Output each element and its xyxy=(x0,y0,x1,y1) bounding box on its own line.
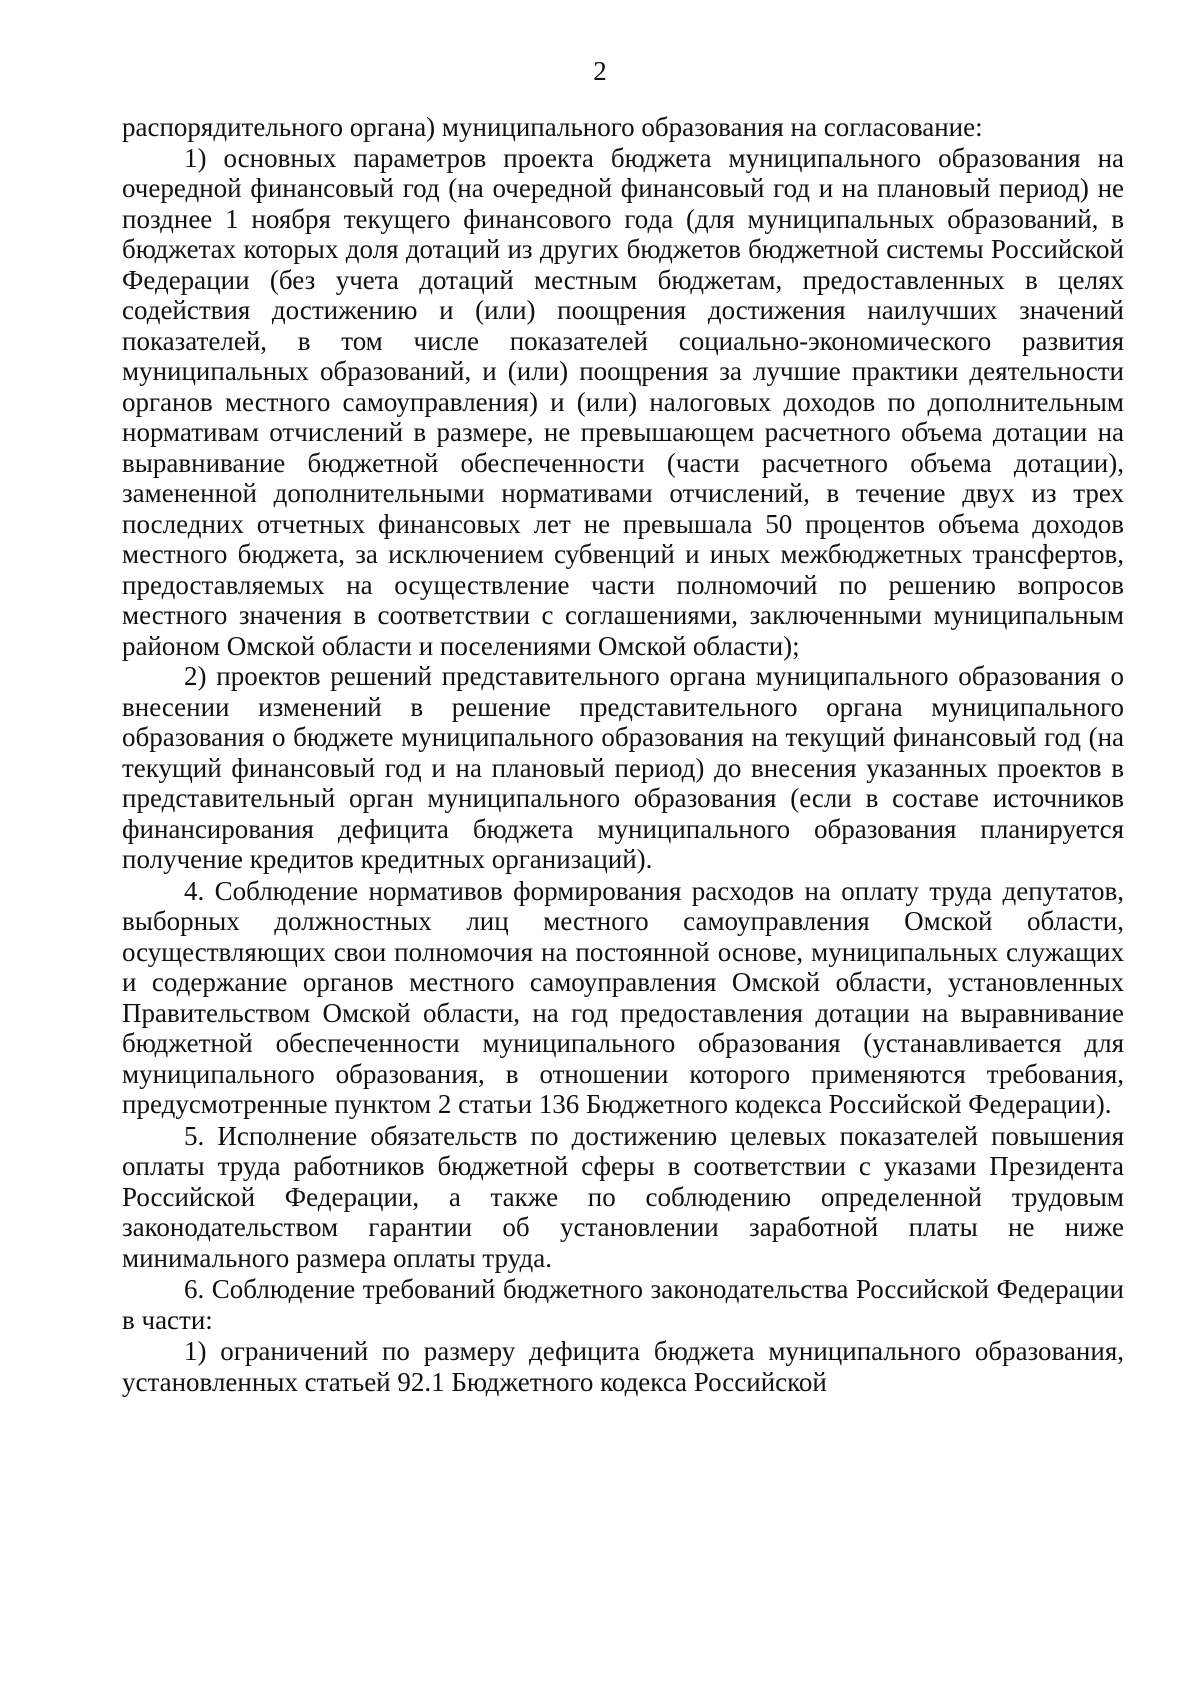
document-body xyxy=(122,112,1124,1397)
paragraph-4-labor-cost-norms: 4. Соблюдение нормативов формирования расходов на оплату труда депутатов, выборных должностных лиц местного самоуправления Омской области, осуществляющих свои полномочия на постоянной основе, муниципальных служащих и содержание органов местного самоуправления Омской области, установленных Правительством Омской области, на год предоставления дотации на выравнивание бюджетной обеспеченности муниципального образования (устанавливается для муниципального образования, в отношении которого применяются требования, предусмотренные пунктом 2 статьи 136 Бюджетного кодекса Российской Федерации). xyxy=(122,875,1124,1119)
paragraph-5-salary-obligations: 5. Исполнение обязательств по достижению целевых показателей повышения оплаты труда работников бюджетной сферы в соответствии с указами Президента Российской Федерации, а также по соблюдению определенной трудовым законодательством гарантии об установлении заработной платы не ниже минимального размера оплаты труда. xyxy=(122,1120,1124,1273)
paragraph-6-item-1-deficit-limits: 1) ограничений по размеру дефицита бюджета муниципального образования, установленных статьей 92.1 Бюджетного кодекса Российской xyxy=(122,1336,1124,1397)
paragraph-item-1-main-parameters: 1) основных параметров проекта бюджета муниципального образования на очередной финансовый год (на очередной финансовый год и на плановый период) не позднее 1 ноября текущего финансового года (для муниципальных образований, в бюджетах которых доля дотаций из других бюджетов бюджетной системы Российской Федерации (без учета дотаций местным бюджетам, предоставленных в целях содействия достижению и (или) поощрения достижения наилучших значений показателей, в том числе показателей социально-экономического развития муниципальных образований, и (или) поощрения за лучшие практики деятельности органов местного самоуправления) и (или) налоговых доходов по дополнительным нормативам отчислений в размере, не превышающем расчетного объема дотации на выравнивание бюджетной обеспеченности (части расчетного объема дотации), замененной дополнительными нормативами отчислений, в течение двух из трех последних отчетных финансовых лет не превышала 50 процентов объема доходов местного бюджета, за исключением субвенций и иных межбюджетных трансфертов, предоставляемых на осуществление части полномочий по решению вопросов местного значения в соответствии с соглашениями, заключенными муниципальным районом Омской области и поселениями Омской области); xyxy=(122,142,1124,661)
paragraph-continuation: распорядительного органа) муниципального образования на согласование: xyxy=(122,112,983,142)
page-number: 2 xyxy=(593,56,607,86)
paragraph-6-budget-requirements: 6. Соблюдение требований бюджетного законодательства Российской Федерации в части: xyxy=(122,1274,1124,1335)
paragraph-item-2-draft-decisions: 2) проектов решений представительного органа муниципального образования о внесении изменений в решение представительного органа муниципального образования о бюджете муниципального образования на текущий финансовый год (на текущий финансовый год и на плановый период) до внесения указанных проектов в представительный орган муниципального образования (если в составе источников финансирования дефицита бюджета муниципального образования планируется получение кредитов кредитных организаций). xyxy=(122,661,1124,874)
